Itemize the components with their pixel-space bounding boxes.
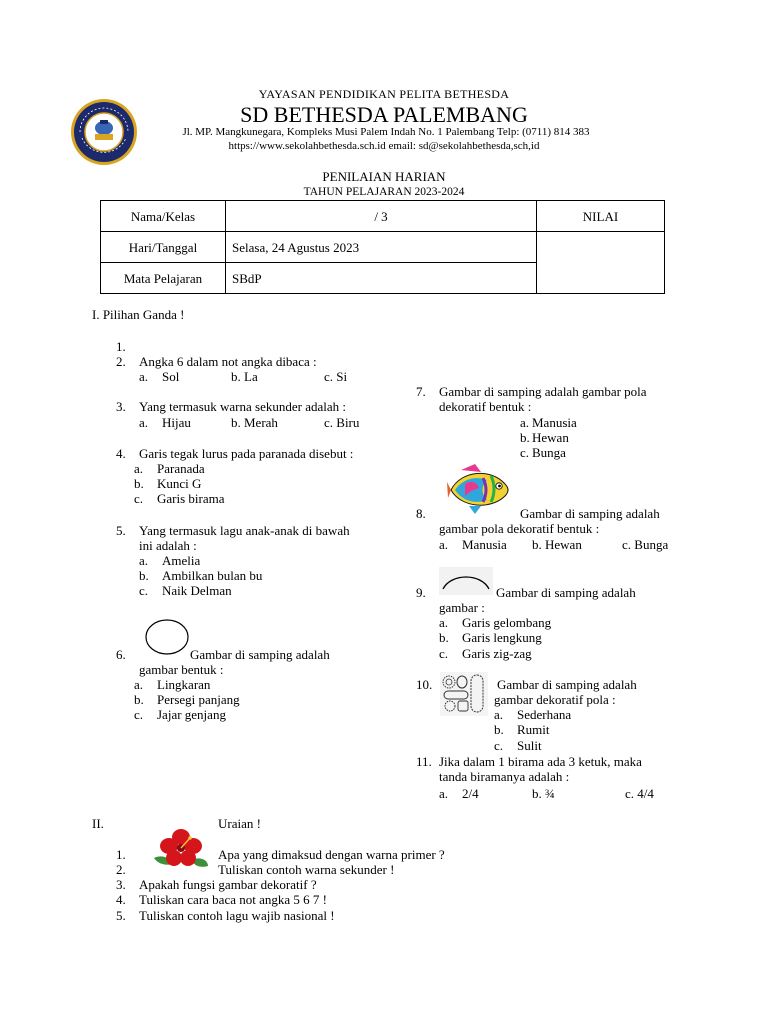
assessment-title: PENILAIAN HARIAN — [322, 169, 446, 184]
essay-4-text: Tuliskan cara baca not angka 5 6 7 ! — [139, 892, 327, 907]
question-6-text-line1: Gambar di samping adalah — [190, 647, 330, 662]
day-date-label: Hari/Tanggal — [101, 232, 226, 263]
q5-option-a: Amelia — [162, 553, 201, 568]
q7-option-a: Manusia — [532, 415, 577, 430]
name-class-field[interactable]: / 3 — [226, 201, 537, 232]
essay-2-number: 2. — [116, 862, 126, 877]
q6-option-b: Persegi panjang — [157, 692, 240, 707]
foundation-name: YAYASAN PENDIDIKAN PELITA BETHESDA — [258, 87, 510, 101]
section-2-title: Uraian ! — [218, 816, 261, 831]
q2-option-c: c. Si — [324, 369, 348, 384]
essay-1-text: Apa yang dimaksud dengan warna primer ? — [218, 847, 445, 862]
question-10-number: 10. — [416, 677, 433, 692]
question-11-text-line2: tanda biramanya adalah : — [439, 769, 570, 784]
curved-line-icon — [439, 567, 493, 598]
question-9-text-line1: Gambar di samping adalah — [496, 585, 636, 600]
section-1-title: I. Pilihan Ganda ! — [92, 307, 185, 322]
question-7-text-line2: dekoratif bentuk : — [439, 399, 532, 414]
q5-option-a-marker: a. — [139, 553, 149, 568]
academic-year: TAHUN PELAJARAN 2023-2024 — [303, 186, 465, 198]
question-5-text-line1: Yang termasuk lagu anak-anak di bawah — [139, 523, 350, 538]
q10-option-a: Sederhana — [517, 707, 572, 722]
q8-option-b: b. Hewan — [532, 537, 582, 552]
question-4-text: Garis tegak lurus pada paranada disebut : — [139, 446, 354, 461]
question-3-text: Yang termasuk warna sekunder adalah : — [139, 399, 346, 414]
question-2-number: 2. — [116, 354, 126, 369]
q10-option-c-marker: c. — [494, 738, 504, 753]
question-1-number: 1. — [116, 339, 126, 354]
q7-option-a-marker: a. — [520, 415, 530, 430]
question-9-text-line2: gambar : — [439, 600, 485, 615]
q10-option-c: Sulit — [517, 738, 542, 753]
q7-option-c: Bunga — [532, 445, 566, 460]
question-10-text-line2: gambar dekoratif pola : — [494, 692, 616, 707]
question-3-number: 3. — [116, 399, 126, 414]
question-5-number: 5. — [116, 523, 126, 538]
question-8-number: 8. — [416, 506, 426, 521]
q4-option-b-marker: b. — [134, 476, 144, 491]
question-9-number: 9. — [416, 585, 426, 600]
q9-option-c-marker: c. — [439, 646, 449, 661]
essay-3-text: Apakah fungsi gambar dekoratif ? — [139, 877, 317, 892]
score-field[interactable] — [537, 232, 665, 294]
question-4-number: 4. — [116, 446, 126, 461]
question-8-text-line1: Gambar di samping adalah — [520, 506, 660, 521]
q2-option-a-marker: a. — [139, 369, 149, 384]
question-11-number: 11. — [416, 754, 432, 769]
school-web-email: https://www.sekolahbethesda.sch.id email: sd@sekolahbethesda,sch,id — [228, 140, 540, 152]
q8-option-a: Manusia — [462, 537, 507, 552]
q10-option-b-marker: b. — [494, 722, 504, 737]
q2-option-b: b. La — [231, 369, 258, 384]
section-2-marker: II. — [92, 816, 104, 831]
q5-option-b: Ambilkan bulan bu — [162, 568, 263, 583]
q5-option-b-marker: b. — [139, 568, 149, 583]
q3-option-a: Hijau — [162, 415, 191, 430]
q6-option-b-marker: b. — [134, 692, 144, 707]
subject-label: Mata Pelajaran — [101, 263, 226, 294]
q11-option-a: 2/4 — [462, 786, 479, 801]
score-label: NILAI — [537, 201, 665, 232]
question-10-text-line1: Gambar di samping adalah — [497, 677, 637, 692]
q9-option-c: Garis zig-zag — [462, 646, 532, 661]
q9-option-b: Garis lengkung — [462, 630, 542, 645]
name-class-label: Nama/Kelas — [101, 201, 226, 232]
question-8-text-line2: gambar pola dekoratif bentuk : — [439, 521, 600, 536]
q8-option-c: c. Bunga — [622, 537, 669, 552]
q9-option-b-marker: b. — [439, 630, 449, 645]
student-identity-table — [100, 200, 665, 294]
subject-value: SBdP — [226, 263, 537, 294]
q4-option-c-marker: c. — [134, 491, 144, 506]
q10-option-a-marker: a. — [494, 707, 504, 722]
q6-option-c-marker: c. — [134, 707, 144, 722]
q8-option-a-marker: a. — [439, 537, 449, 552]
essay-1-number: 1. — [116, 847, 126, 862]
question-5-text-line2: ini adalah : — [139, 538, 197, 553]
q4-option-a: Paranada — [157, 461, 205, 476]
essay-2-text: Tuliskan contoh warna sekunder ! — [218, 862, 395, 877]
q11-option-a-marker: a. — [439, 786, 449, 801]
question-7-text-line1: Gambar di samping adalah gambar pola — [439, 384, 647, 399]
circle-outline-icon — [144, 618, 190, 659]
question-6-number: 6. — [116, 647, 126, 662]
q9-option-a-marker: a. — [439, 615, 449, 630]
q3-option-b: b. Merah — [231, 415, 278, 430]
q5-option-c-marker: c. — [139, 583, 149, 598]
essay-5-number: 5. — [116, 908, 126, 923]
essay-3-number: 3. — [116, 877, 126, 892]
q2-option-a: Sol — [162, 369, 180, 384]
question-2-text: Angka 6 dalam not angka dibaca : — [139, 354, 317, 369]
q6-option-a-marker: a. — [134, 677, 144, 692]
q11-option-b: b. ¾ — [532, 786, 555, 801]
school-address: Jl. MP. Mangkunegara, Kompleks Musi Palem Indah No. 1 Palembang Telp: (0711) 814 383 — [182, 126, 590, 138]
q3-option-a-marker: a. — [139, 415, 149, 430]
essay-5-text: Tuliskan contoh lagu wajib nasional ! — [139, 908, 335, 923]
q6-option-a: Lingkaran — [157, 677, 211, 692]
q9-option-a: Garis gelombang — [462, 615, 552, 630]
hibiscus-flower-icon — [152, 828, 210, 873]
q5-option-c: Naik Delman — [162, 583, 232, 598]
essay-4-number: 4. — [116, 892, 126, 907]
day-date-value: Selasa, 24 Agustus 2023 — [226, 232, 537, 263]
q7-option-c-marker: c. — [520, 445, 530, 460]
question-7-number: 7. — [416, 384, 426, 399]
q6-option-c: Jajar genjang — [157, 707, 226, 722]
q4-option-a-marker: a. — [134, 461, 144, 476]
q7-option-b: Hewan — [532, 430, 569, 445]
decorative-fish-icon — [447, 462, 517, 517]
decorative-pattern-icon — [440, 672, 488, 719]
q4-option-c: Garis birama — [157, 491, 225, 506]
school-name: SD BETHESDA PALEMBANG — [240, 102, 528, 127]
q10-option-b: Rumit — [517, 722, 550, 737]
q7-option-b-marker: b. — [520, 430, 530, 445]
question-6-text-line2: gambar bentuk : — [139, 662, 224, 677]
question-11-text-line1: Jika dalam 1 birama ada 3 ketuk, maka — [439, 754, 642, 769]
q4-option-b: Kunci G — [157, 476, 202, 491]
q3-option-c: c. Biru — [324, 415, 360, 430]
q11-option-c: c. 4/4 — [625, 786, 654, 801]
